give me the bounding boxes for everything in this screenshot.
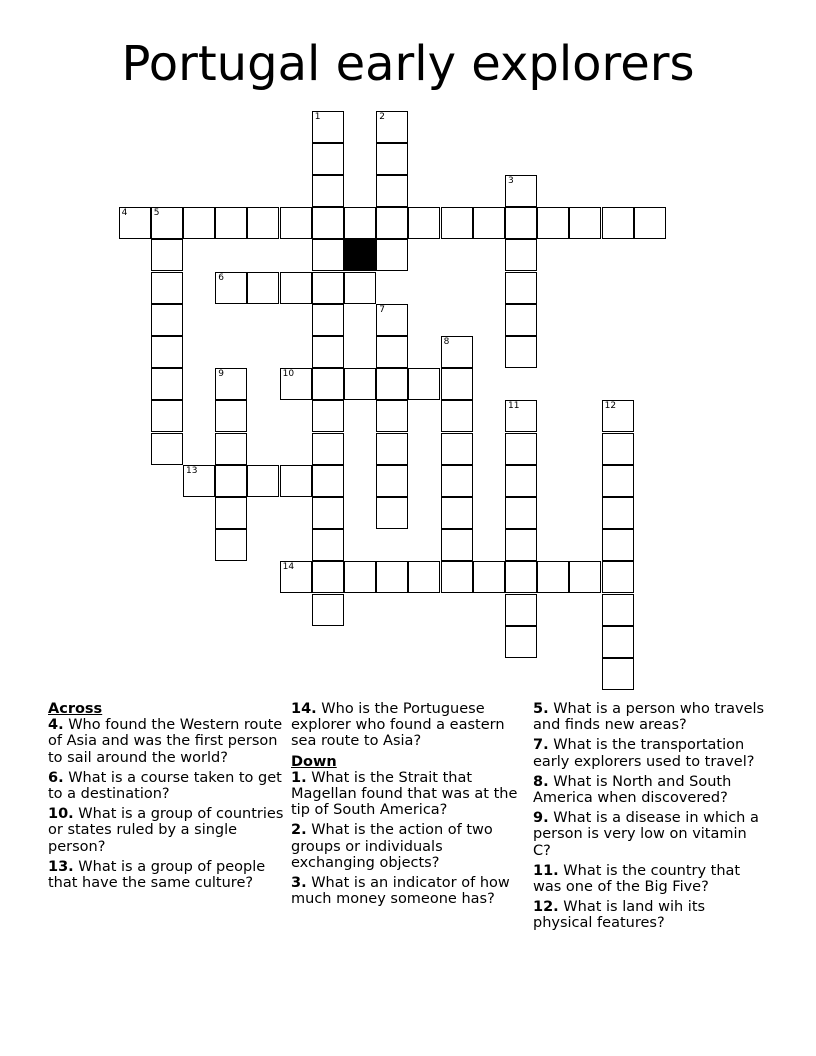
clue-text: Who is the Portuguese explorer who found a eastern sea route to Asia? [291, 701, 505, 750]
grid-cell[interactable] [602, 497, 634, 529]
clue-number: 4 [121, 208, 128, 219]
grid-cell[interactable] [312, 433, 344, 465]
grid-cell[interactable] [247, 465, 279, 497]
grid-cell[interactable] [312, 529, 344, 561]
clue-number: 7 [379, 304, 385, 315]
grid-cell[interactable] [376, 175, 408, 207]
grid-cell[interactable] [441, 336, 473, 368]
clue-number: 1. [291, 769, 307, 786]
grid-cell[interactable] [119, 207, 151, 239]
grid-cell[interactable] [602, 400, 634, 432]
clue-number: 2. [291, 822, 307, 839]
grid-cell[interactable] [247, 272, 279, 304]
grid-cell[interactable] [312, 272, 344, 304]
clue-text: What is a person who travels and finds new areas? [533, 701, 765, 734]
clue-number: 12. [533, 899, 559, 916]
clue-number: 4. [48, 717, 64, 734]
clue-number: 9 [218, 369, 224, 380]
clue-number: 8. [533, 773, 549, 790]
grid-cell[interactable] [505, 497, 537, 529]
grid-cell[interactable] [441, 207, 473, 239]
clue-text: What is the country that was one of the Big Five? [533, 862, 741, 896]
grid-cell[interactable] [505, 433, 537, 465]
grid-cell[interactable] [602, 594, 634, 626]
grid-cell[interactable] [344, 368, 376, 400]
grid-cell[interactable] [473, 207, 505, 239]
grid-cell[interactable] [376, 465, 408, 497]
clue-number: 12 [604, 401, 617, 412]
clue-number: 5 [153, 208, 160, 219]
clue-item [533, 899, 769, 931]
clue-text: What is a group of people that have the same culture? [48, 858, 266, 892]
clue-number: 14. [291, 701, 317, 717]
grid-cell[interactable] [151, 368, 183, 400]
grid-cell[interactable] [505, 175, 537, 207]
grid-cell[interactable] [505, 626, 537, 658]
grid-cell[interactable] [280, 368, 312, 400]
clue-number: 10. [48, 806, 74, 823]
clue-text: What is North and South America when discovered? [533, 773, 732, 807]
clue-item [291, 822, 527, 871]
grid-cell[interactable] [151, 433, 183, 465]
grid-cell[interactable] [247, 207, 279, 239]
grid-cell[interactable] [376, 497, 408, 529]
clue-number: 11. [533, 862, 559, 879]
clue-text: What is a course taken to get to a destination? [48, 769, 282, 803]
clue-number: 13. [48, 858, 74, 875]
grid-cell[interactable] [505, 465, 537, 497]
clue-item [533, 810, 769, 859]
clue-number: 9. [533, 810, 549, 827]
clue-item [291, 701, 527, 750]
grid-cell[interactable] [312, 336, 344, 368]
grid-cell[interactable] [505, 594, 537, 626]
grid-cell[interactable] [312, 143, 344, 175]
grid-cell[interactable] [376, 143, 408, 175]
clue-number: 7. [533, 737, 549, 754]
clue-number: 2 [379, 111, 385, 122]
clue-text: What is the transportation early explorers used to travel? [533, 737, 755, 770]
grid-cell[interactable] [215, 207, 247, 239]
grid-cell[interactable] [505, 400, 537, 432]
grid-cell[interactable] [215, 272, 247, 304]
grid-cell[interactable] [602, 433, 634, 465]
grid-cell[interactable] [312, 175, 344, 207]
grid-cell[interactable] [312, 497, 344, 529]
grid-cell[interactable] [312, 239, 344, 271]
grid-cell[interactable] [602, 561, 634, 593]
grid-cell[interactable] [408, 207, 440, 239]
clue-number: 6 [218, 272, 224, 283]
clue-number: 3. [291, 875, 307, 892]
grid-cell[interactable] [376, 239, 408, 271]
black-square [344, 239, 376, 271]
grid-cell[interactable] [312, 594, 344, 626]
grid-cell[interactable] [602, 626, 634, 658]
clue-number: 8 [443, 337, 450, 347]
clue-item [533, 701, 769, 733]
grid-cell[interactable] [312, 465, 344, 497]
clue-number: 11 [508, 401, 520, 412]
grid-cell[interactable] [376, 368, 408, 400]
grid-cell[interactable] [602, 465, 634, 497]
clue-number: 14 [282, 562, 295, 573]
grid-cell[interactable] [505, 272, 537, 304]
clue-number: 5. [533, 701, 549, 717]
clue-item [48, 859, 284, 891]
clue-text: What is an indicator of how much money someone has? [291, 875, 510, 908]
grid-cell[interactable] [312, 111, 344, 143]
grid-cell[interactable] [505, 304, 537, 336]
grid-cell[interactable] [569, 207, 601, 239]
clue-column-1 [48, 701, 284, 895]
grid-cell[interactable] [312, 400, 344, 432]
grid-cell[interactable] [376, 561, 408, 593]
grid-cell[interactable] [151, 400, 183, 432]
grid-cell[interactable] [280, 561, 312, 593]
clue-item [48, 717, 284, 766]
clue-item [291, 875, 527, 907]
grid-cell[interactable] [441, 400, 473, 432]
clue-item [533, 863, 769, 895]
grid-cell[interactable] [280, 465, 312, 497]
grid-cell[interactable] [408, 561, 440, 593]
grid-cell[interactable] [215, 497, 247, 529]
grid-cell[interactable] [215, 400, 247, 432]
clue-item [533, 737, 769, 769]
clue-text: What is a group of countries or states ruled by a single person? [48, 806, 284, 855]
grid-cell[interactable] [441, 433, 473, 465]
grid-cell[interactable] [215, 529, 247, 561]
grid-cell[interactable] [602, 207, 634, 239]
clue-number: 6. [48, 769, 64, 786]
grid-cell[interactable] [441, 529, 473, 561]
grid-cell[interactable] [215, 368, 247, 400]
grid-cell[interactable] [505, 561, 537, 593]
grid-cell[interactable] [505, 207, 537, 239]
grid-cell[interactable] [441, 368, 473, 400]
grid-cell[interactable] [602, 658, 634, 690]
clue-number: 10 [282, 369, 295, 380]
clue-item [48, 806, 284, 855]
grid-cell[interactable] [183, 465, 215, 497]
grid-cell[interactable] [376, 207, 408, 239]
grid-cell[interactable] [537, 207, 569, 239]
clue-item [533, 774, 769, 806]
grid-cell[interactable] [215, 433, 247, 465]
grid-cell[interactable] [408, 368, 440, 400]
clue-item [48, 770, 284, 802]
clue-column-2 [291, 701, 527, 911]
section-heading: Down [291, 753, 337, 770]
clue-text: Who found the Western route of Asia and was the first person to sail around the world? [48, 717, 283, 766]
grid-cell[interactable] [312, 207, 344, 239]
grid-cell[interactable] [151, 207, 183, 239]
grid-cell[interactable] [473, 561, 505, 593]
grid-cell[interactable] [441, 561, 473, 593]
clue-number: 1 [314, 111, 321, 122]
grid-cell[interactable] [344, 207, 376, 239]
clue-column-3 [533, 701, 769, 936]
grid-cell[interactable] [376, 433, 408, 465]
clue-text: What is a disease in which a person is very low on vitamin C? [533, 810, 759, 859]
grid-cell[interactable] [441, 465, 473, 497]
grid-cell[interactable] [376, 400, 408, 432]
grid-cell[interactable] [151, 272, 183, 304]
grid-cell[interactable] [151, 239, 183, 271]
grid-cell[interactable] [280, 207, 312, 239]
clue-text: What is land wih its physical features? [533, 899, 706, 932]
grid-cell[interactable] [376, 304, 408, 336]
clue-text: What is the action of two groups or individuals exchanging objects? [291, 822, 493, 871]
grid-cell[interactable] [215, 465, 247, 497]
clue-number: 3 [508, 176, 514, 186]
section-heading: Across [48, 701, 103, 717]
clue-item [291, 770, 527, 819]
grid-cell[interactable] [312, 561, 344, 593]
grid-cell[interactable] [505, 529, 537, 561]
grid-cell[interactable] [151, 336, 183, 368]
grid-cell[interactable] [280, 272, 312, 304]
grid-cell[interactable] [344, 561, 376, 593]
grid-cell[interactable] [537, 561, 569, 593]
grid-cell[interactable] [344, 272, 376, 304]
grid-cell[interactable] [376, 336, 408, 368]
grid-cell[interactable] [634, 207, 666, 239]
grid-cell[interactable] [312, 368, 344, 400]
clue-text: What is the Strait that Magellan found that was at the tip of South America? [291, 769, 518, 819]
grid-cell[interactable] [441, 497, 473, 529]
clue-number: 13 [186, 465, 198, 476]
grid-cell[interactable] [183, 207, 215, 239]
grid-cell[interactable] [376, 111, 408, 143]
puzzle-title: Portugal early explorers [121, 36, 695, 92]
grid-cell[interactable] [602, 529, 634, 561]
grid-cell[interactable] [312, 304, 344, 336]
grid-cell[interactable] [505, 336, 537, 368]
grid-cell[interactable] [151, 304, 183, 336]
grid-cell[interactable] [569, 561, 601, 593]
grid-cell[interactable] [505, 239, 537, 271]
